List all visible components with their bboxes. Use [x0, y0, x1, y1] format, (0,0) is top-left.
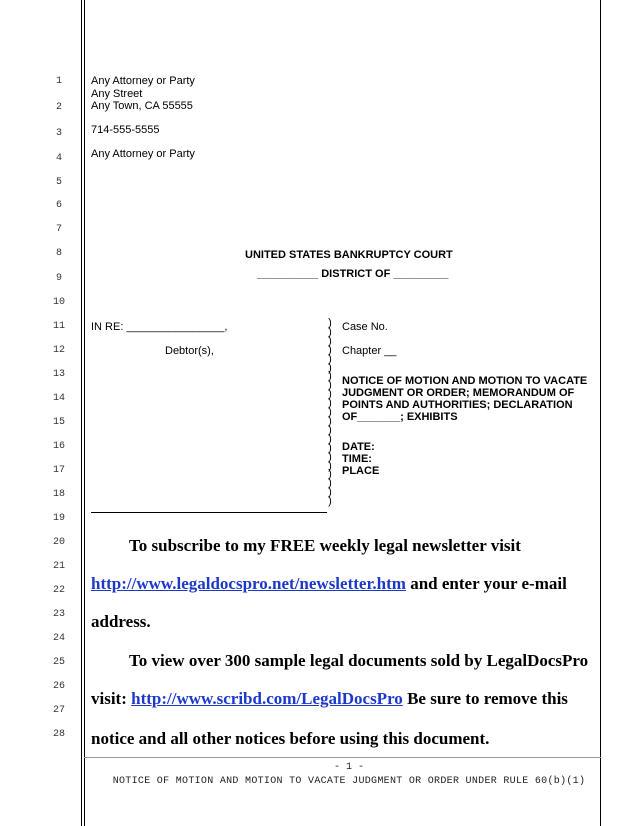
line-number: 27: [52, 705, 65, 716]
document-title-line-1: NOTICE OF MOTION AND MOTION TO VACATE: [342, 375, 588, 387]
caption-debtor: Debtor(s),: [165, 345, 214, 357]
line-number: 23: [52, 609, 65, 620]
line-number: 22: [52, 585, 65, 596]
hearing-date-label: DATE:: [342, 441, 375, 453]
line-number: 13: [52, 369, 65, 380]
caption-bottom-rule: [91, 512, 327, 513]
caption-in-re: IN RE: ________________,: [91, 321, 228, 333]
line-number: 24: [52, 633, 65, 644]
line-number: 18: [52, 489, 65, 500]
hearing-place-label: PLACE: [342, 465, 380, 477]
notice-line-1: To subscribe to my FREE weekly legal newsletter visit: [129, 536, 521, 555]
right-margin-rule: [600, 0, 601, 826]
attorney-city: Any Town, CA 55555: [91, 100, 193, 112]
notice-line-5-rest: Be sure to remove this: [402, 689, 568, 708]
line-number: 7: [55, 224, 62, 235]
line-number: 1: [55, 76, 62, 87]
notice-line-3: address.: [91, 612, 151, 631]
line-number: 3: [55, 128, 62, 139]
line-number: 4: [55, 153, 62, 164]
case-number-label: Case No.: [342, 321, 388, 333]
court-name: UNITED STATES BANKRUPTCY COURT: [245, 249, 453, 261]
notice-line-5: [91, 689, 568, 709]
line-number: 28: [52, 729, 65, 740]
page-number: - 1 -: [333, 762, 364, 773]
notice-line-2: [91, 574, 567, 594]
line-number: 25: [52, 657, 65, 668]
attorney-phone: 714-555-5555: [91, 124, 160, 136]
line-number: 15: [52, 417, 65, 428]
attorney-name: Any Attorney or Party: [91, 75, 195, 87]
court-district: __________ DISTRICT OF _________: [257, 268, 449, 280]
line-number: 8: [55, 248, 62, 259]
line-number: 11: [52, 321, 65, 332]
line-number: 5: [55, 177, 62, 188]
line-number: 17: [52, 465, 65, 476]
document-title-line-2: JUDGMENT OR ORDER; MEMORANDUM OF: [342, 387, 575, 399]
notice-line-4: To view over 300 sample legal documents sold by LegalDocsPro: [129, 651, 589, 670]
line-number: 14: [52, 393, 65, 404]
document-title-line-4: OF_______; EXHIBITS: [342, 411, 458, 423]
notice-line-2-rest: and enter your e-mail: [405, 574, 567, 593]
footer-title: NOTICE OF MOTION AND MOTION TO VACATE JUDGMENT OR ORDER UNDER RULE 60(b)(1): [112, 776, 586, 787]
line-number: 10: [52, 297, 65, 308]
line-number: 21: [52, 561, 65, 572]
line-number: 6: [55, 200, 62, 211]
attorney-street: Any Street: [91, 88, 143, 100]
line-number: 26: [52, 681, 65, 692]
line-number: 16: [52, 441, 65, 452]
scribd-link[interactable]: http://www.scribd.com/LegalDocsPro: [131, 689, 403, 708]
line-number: 9: [55, 273, 62, 284]
chapter-label: Chapter __: [342, 345, 397, 357]
line-number: 20: [52, 537, 65, 548]
footer-rule: [84, 757, 601, 758]
notice-line-5-prefix: visit:: [91, 689, 132, 708]
attorney-for: Any Attorney or Party: [91, 148, 195, 160]
line-number: 2: [55, 102, 62, 113]
left-margin-rule-inner: [84, 0, 85, 826]
newsletter-link[interactable]: http://www.legaldocspro.net/newsletter.htm: [91, 574, 406, 593]
notice-line-6: notice and all other notices before using this document.: [91, 729, 490, 748]
line-number: 12: [52, 345, 65, 356]
caption-parens: ) ) ) ) ) ) ) ) ) ) ) ) ) ) ) ) ) ) ) ) ): [328, 317, 332, 508]
line-number: 19: [52, 513, 65, 524]
document-title-line-3: POINTS AND AUTHORITIES; DECLARATION: [342, 399, 573, 411]
left-margin-rule-outer: [81, 0, 82, 826]
hearing-time-label: TIME:: [342, 453, 372, 465]
